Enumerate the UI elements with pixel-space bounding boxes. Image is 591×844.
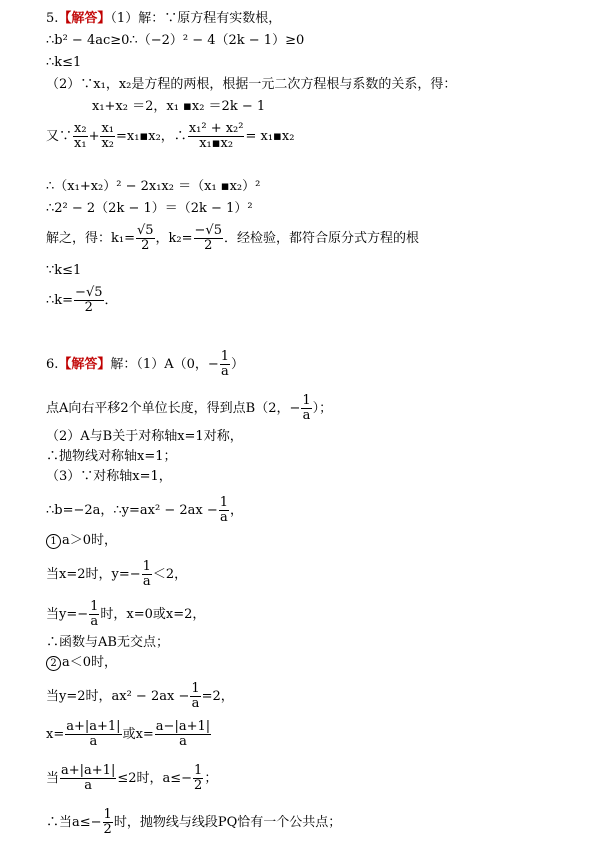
den: x₁	[74, 136, 87, 151]
q5-number: 5.	[46, 11, 59, 26]
q6-l14-post: ；	[204, 771, 218, 786]
q6-l1-pre: 解：（1）A（0，−	[110, 357, 219, 372]
q5-l9-post: ．经检验，都符合原分式方程的根	[223, 231, 419, 246]
q6-line-5: （3）∵对称轴x=1，	[46, 469, 172, 484]
q6-l7: a＞0时，	[62, 533, 118, 548]
q5-line-11	[46, 286, 118, 315]
num: 1	[302, 393, 311, 408]
q5-l6-mid: =x₁▪x₂，∴	[116, 129, 187, 144]
num: a+|a+1|	[66, 719, 121, 734]
frac-1-over-a	[142, 560, 152, 589]
q5-line-7: ∴（x₁+x₂）² − 2x₁x₂ ＝（x₁ ▪x₂）²	[46, 179, 261, 194]
q6-line-11	[46, 654, 117, 672]
den: a	[221, 364, 229, 379]
q6-l2-post: ）；	[312, 401, 333, 416]
num: 1	[191, 681, 200, 696]
circled-number-2: 2	[46, 656, 61, 671]
num: a+|a+1|	[61, 763, 116, 778]
q6-l12-post: =2，	[201, 689, 234, 704]
q6-l13-pre: x=	[46, 727, 65, 742]
q5-line-9	[46, 224, 419, 253]
den: x₁▪x₂	[199, 136, 234, 151]
num: √5	[136, 223, 154, 238]
num: x₂	[74, 121, 87, 136]
q5-line-6: 又∵ $\frac{\text{x₂}}{\text{x₁}}$ + $\frac{\text{x₁}}{\text{x₂}}$ =x₁▪x₂，∴ $\frac{\text{x₁² + x₂²}}{\text{x₁▪x₂}}$ = x₁▪x₂	[46, 121, 295, 151]
num: −√5	[194, 223, 222, 238]
frac-a-plus-over-a	[65, 720, 121, 749]
q5-l6-pre: 又∵	[46, 129, 73, 144]
num: 1	[194, 763, 203, 778]
frac-1-over-2-b	[103, 808, 113, 837]
q5-l9-mid: ，k₂=	[155, 231, 193, 246]
den: 2	[204, 238, 213, 253]
q6-line-4: ∴抛物线对称轴x=1；	[46, 449, 177, 464]
q5-line-4: （2）∵x₁，x₂是方程的两根，根据一元二次方程根与系数的关系，得：	[46, 77, 457, 92]
q6-l2-pre: 点A向右平移2个单位长度，得到点B（2，−	[46, 401, 301, 416]
q6-l14-mid: ≤2时，a≤−	[117, 771, 193, 786]
den: 2	[84, 300, 93, 315]
q5-line-3: ∴k≤1	[46, 55, 82, 70]
q6-l15-pre: ∴当a≤−	[46, 815, 102, 830]
q5-line-8: ∴2² − 2（2k − 1）＝（2k − 1）²	[46, 201, 253, 216]
q6-line-1	[46, 350, 244, 379]
den: a	[84, 778, 93, 793]
q5-l11-pre: ∴k=	[46, 293, 74, 308]
q6-line-14	[46, 764, 217, 793]
num: 1	[142, 559, 151, 574]
q6-line-13	[46, 720, 212, 749]
den: 2	[194, 778, 203, 793]
num: x₁² + x₂²	[188, 121, 244, 136]
frac-a-minus-over-a	[155, 720, 211, 749]
frac-1-over-a	[219, 496, 229, 525]
frac-1-over-2	[193, 764, 203, 793]
q6-l6-pre: ∴b=−2a，∴y=ax² − 2ax −	[46, 503, 218, 518]
den: a	[191, 696, 200, 711]
q6-l14-pre: 当	[46, 771, 60, 786]
q6-l12-pre: 当y=2时，ax² − 2ax −	[46, 689, 190, 704]
den: 2	[103, 822, 112, 837]
frac-1-over-a	[89, 600, 99, 629]
frac-neg-sqrt5-over-2	[194, 224, 223, 253]
q5-text-1: （1）解：∵原方程有实数根，	[110, 11, 282, 26]
q6-line-6	[46, 496, 243, 525]
q6-l11: a＜0时，	[62, 655, 118, 670]
q5-line-10: ∵k≤1	[46, 263, 82, 278]
q6-line-12	[46, 682, 234, 711]
num: x₁	[101, 121, 115, 136]
q6-line-3: （2）A与B关于对称轴x=1对称，	[46, 429, 243, 444]
den: a	[142, 574, 151, 589]
q6-l8-pre: 当x=2时，y=−	[46, 567, 141, 582]
frac-neg-sqrt5-over-2-b	[74, 286, 103, 315]
q6-l8-post: ＜2，	[152, 567, 188, 582]
frac-1-over-a	[220, 350, 230, 379]
frac-x1-over-x2	[100, 122, 115, 151]
q6-line-9	[46, 600, 205, 629]
frac-1-over-a	[190, 682, 200, 711]
den: a	[179, 734, 187, 749]
den: a	[89, 734, 98, 749]
num: 1	[103, 807, 112, 822]
q6-l9-pre: 当y=−	[46, 607, 89, 622]
q6-line-10: ∴函数与AB无交点；	[46, 635, 169, 650]
q6-l6-post: ，	[230, 503, 244, 518]
frac-x2-over-x1	[73, 122, 88, 151]
q6-answer-tag: 【解答】	[58, 357, 111, 372]
q5-l9-pre: 解之，得：k₁=	[46, 231, 135, 246]
frac-a-plus-over-a-b	[60, 764, 116, 793]
num: 1	[219, 495, 229, 510]
q6-line-8	[46, 560, 187, 589]
q6-l1-post: ）	[231, 357, 245, 372]
num: −√5	[75, 285, 103, 300]
den: x₂	[101, 136, 115, 151]
q6-line-2	[46, 394, 332, 423]
frac-sqrt5-over-2	[136, 224, 155, 253]
q5-l6-post: = x₁▪x₂	[245, 129, 295, 144]
q6-l13-mid: 或x=	[122, 727, 154, 742]
q5-line-5: x₁+x₂ ＝2，x₁ ▪x₂ ＝2k − 1	[92, 99, 266, 114]
q6-line-7	[46, 532, 117, 550]
frac-sumsq-over-prod	[188, 122, 245, 151]
q6-l9-post: 时，x=0或x=2，	[100, 607, 206, 622]
num: 1	[90, 599, 99, 614]
q5-line-2: ∴b² − 4ac≥0∴（−2）² − 4（2k − 1）≥0	[46, 33, 305, 48]
q5-answer-tag: 【解答】	[58, 11, 111, 26]
den: a	[90, 614, 99, 629]
q6-number: 6.	[46, 357, 59, 372]
num: a−|a+1|	[155, 719, 211, 734]
frac-1-over-a	[301, 394, 311, 423]
den: 2	[141, 238, 150, 253]
q5-l11-post: ．	[104, 293, 118, 308]
q6-l15-post: 时，抛物线与线段PQ恰有一个公共点；	[113, 815, 342, 830]
q5-line-1	[46, 10, 281, 28]
den: a	[302, 408, 311, 423]
num: 1	[220, 349, 230, 364]
circled-number-1: 1	[46, 534, 61, 549]
q6-line-15	[46, 808, 341, 837]
den: a	[220, 510, 228, 525]
